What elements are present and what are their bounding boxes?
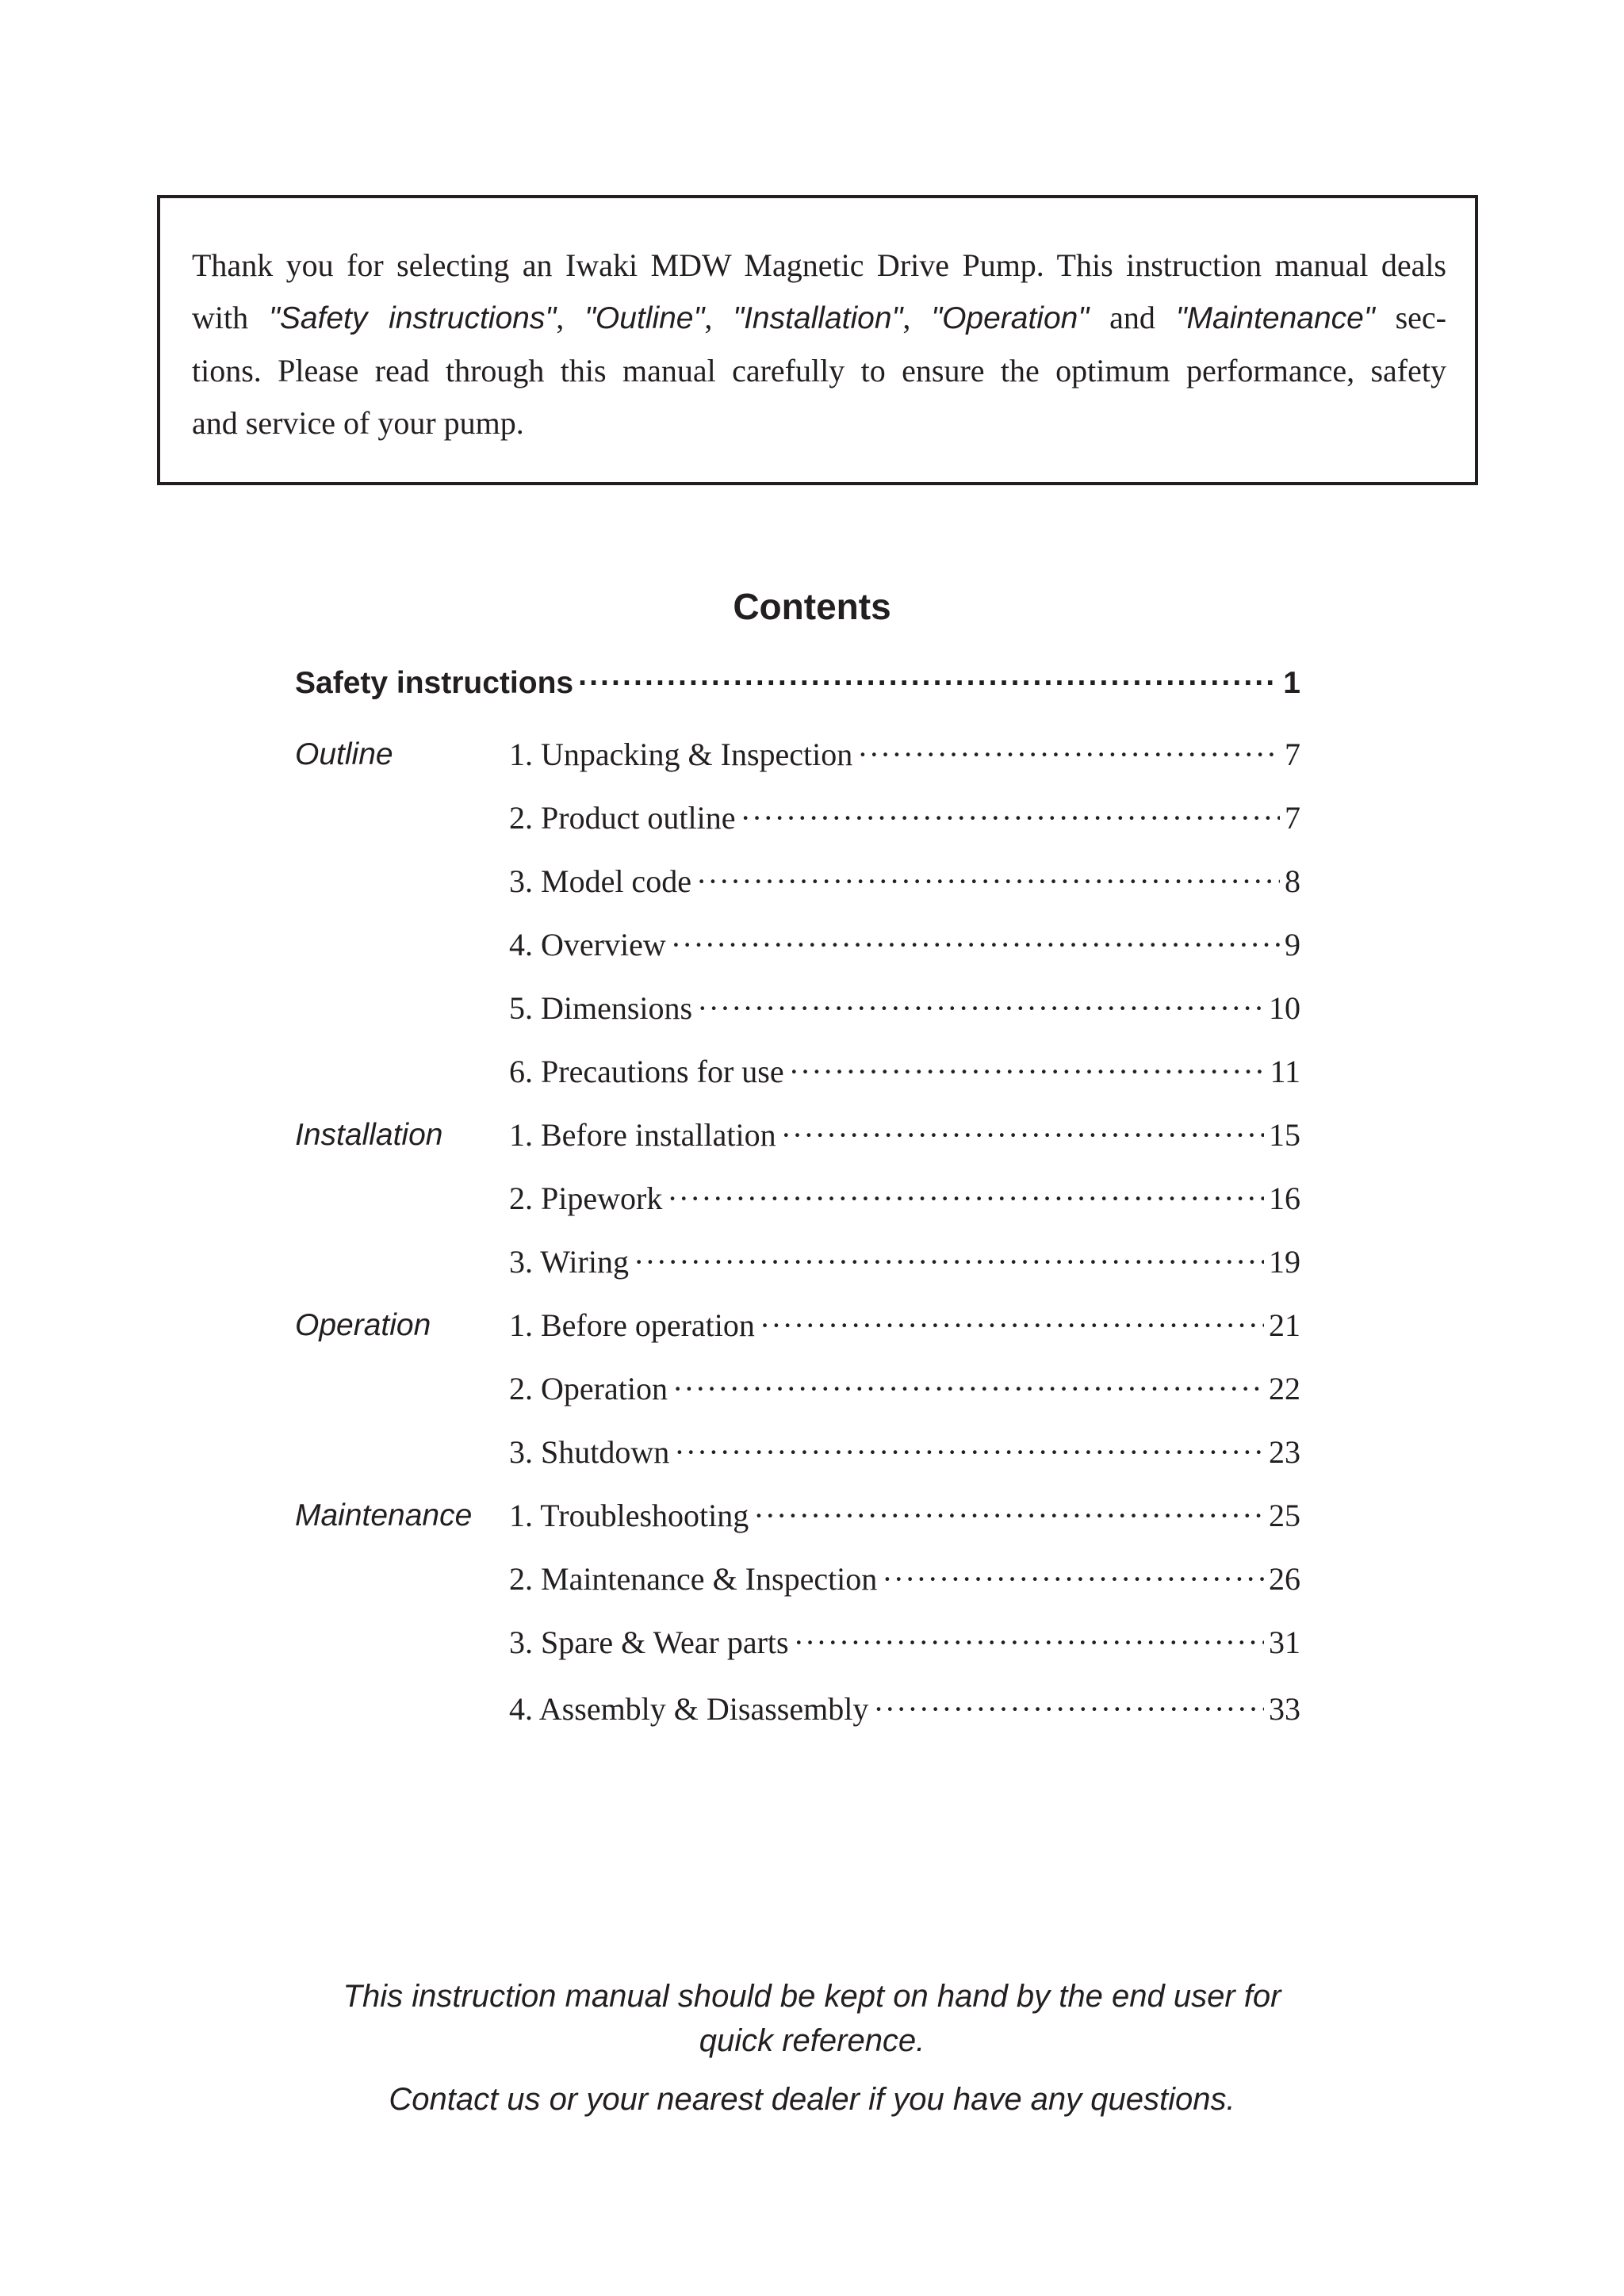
toc-entry[interactable]	[509, 1303, 1300, 1348]
toc-page-number: 19	[1269, 1244, 1300, 1280]
toc-entry[interactable]	[509, 1113, 1300, 1158]
toc-entry[interactable]	[509, 986, 1300, 1031]
toc-leader	[882, 1557, 1264, 1601]
toc-page-number: 9	[1285, 927, 1300, 962]
section-ref-operation: "Operation"	[931, 301, 1090, 335]
toc-leader	[634, 1240, 1264, 1284]
toc-entry[interactable]	[509, 1430, 1300, 1475]
contents-title: Contents	[733, 586, 891, 627]
toc-entry[interactable]	[509, 923, 1300, 967]
toc-entry[interactable]	[509, 1177, 1300, 1221]
toc-entry[interactable]	[509, 1240, 1300, 1284]
toc-page-number: 11	[1270, 1054, 1300, 1089]
toc-entry[interactable]	[509, 796, 1300, 840]
footer-note-line-2: quick reference.	[699, 2023, 925, 2058]
toc-leader	[781, 1113, 1264, 1158]
section-ref-maintenance: "Maintenance"	[1175, 301, 1375, 335]
toc-page-number: 23	[1269, 1434, 1300, 1470]
toc-entry[interactable]	[509, 1687, 1300, 1732]
section-ref-safety: "Safety instructions"	[268, 301, 557, 335]
toc-leader	[697, 986, 1264, 1031]
toc-entry-label: 1. Before installation	[509, 1117, 776, 1153]
toc-page-number: 8	[1285, 863, 1300, 899]
section-label-outline: Outline	[295, 737, 393, 771]
toc-leader	[857, 733, 1280, 777]
intro-line-3: tions. Please read through this manual carefully to ensure the optimum performance, safety	[192, 353, 1446, 388]
toc-page-number: 7	[1285, 737, 1300, 772]
toc-leader	[578, 661, 1278, 706]
toc-leader	[789, 1050, 1266, 1094]
toc-entry-label: 2. Maintenance & Inspection	[509, 1561, 878, 1597]
section-label-installation: Installation	[295, 1118, 443, 1152]
toc-page-number: 15	[1269, 1117, 1300, 1153]
toc-entry-label: 1. Before operation	[509, 1307, 755, 1343]
toc-entry-label: 3. Shutdown	[509, 1434, 670, 1470]
toc-entry[interactable]	[509, 1050, 1300, 1094]
footer-note-line-1: This instruction manual should be kept on hand by the end user for	[343, 1979, 1281, 2014]
toc-page-number: 31	[1269, 1624, 1300, 1660]
toc-entry-label: Safety instructions	[295, 666, 574, 700]
toc-entry[interactable]	[509, 1367, 1300, 1411]
toc-leader	[760, 1303, 1264, 1348]
toc-leader	[671, 923, 1280, 967]
toc-leader	[672, 1367, 1264, 1411]
section-ref-installation: "Installation"	[733, 301, 903, 335]
toc-entry-safety-instructions[interactable]	[295, 661, 1300, 706]
toc-page-number: 16	[1269, 1181, 1300, 1216]
toc-entry-label: 3. Model code	[509, 863, 691, 899]
toc-page-number: 21	[1269, 1307, 1300, 1343]
toc-page-number: 1	[1283, 666, 1300, 700]
toc-leader	[794, 1621, 1264, 1665]
toc-page-number: 25	[1269, 1498, 1300, 1533]
toc-leader	[674, 1430, 1264, 1475]
toc-entry-label: 5. Dimensions	[509, 990, 693, 1026]
toc-entry[interactable]	[509, 733, 1300, 777]
toc-entry[interactable]	[509, 1557, 1300, 1601]
toc-leader	[753, 1494, 1264, 1538]
toc-entry-label: 2. Pipework	[509, 1181, 663, 1216]
toc-page-number: 7	[1285, 800, 1300, 836]
toc-leader	[873, 1687, 1264, 1732]
toc-page-number: 22	[1269, 1371, 1300, 1406]
toc-entry-label: 1. Unpacking & Inspection	[509, 737, 853, 772]
toc-entry-label: 2. Operation	[509, 1371, 668, 1406]
toc-entry-label: 3. Wiring	[509, 1244, 629, 1280]
toc-leader	[741, 796, 1280, 840]
toc-entry-label: 6. Precautions for use	[509, 1054, 784, 1089]
toc-leader	[667, 1177, 1264, 1221]
intro-line-2: with "Safety instructions", "Outline", "Installation", "Operation" and "Maintenance" sec-	[192, 300, 1446, 335]
section-label-operation: Operation	[295, 1308, 431, 1342]
intro-line-1: Thank you for selecting an Iwaki MDW Magnetic Drive Pump. This instruction manual deals	[192, 247, 1446, 283]
footer-contact-note: Contact us or your nearest dealer if you have any questions.	[389, 2082, 1235, 2117]
toc-entry[interactable]	[509, 859, 1300, 904]
toc-entry-label: 1. Troubleshooting	[509, 1498, 749, 1533]
toc-entry[interactable]	[509, 1621, 1300, 1665]
toc-entry-label: 2. Product outline	[509, 800, 736, 836]
section-ref-outline: "Outline"	[584, 301, 705, 335]
toc-page-number: 10	[1269, 990, 1300, 1026]
toc-entry-label: 4. Assembly & Disassembly	[509, 1691, 869, 1727]
toc-entry[interactable]	[509, 1494, 1300, 1538]
section-label-maintenance: Maintenance	[295, 1498, 473, 1533]
toc-page-number: 26	[1269, 1561, 1300, 1597]
toc-leader	[696, 859, 1280, 904]
toc-entry-label: 3. Spare & Wear parts	[509, 1624, 789, 1660]
toc-page-number: 33	[1269, 1691, 1300, 1727]
intro-line-4: and service of your pump.	[192, 405, 524, 441]
toc-entry-label: 4. Overview	[509, 927, 666, 962]
intro-box	[157, 195, 1478, 485]
